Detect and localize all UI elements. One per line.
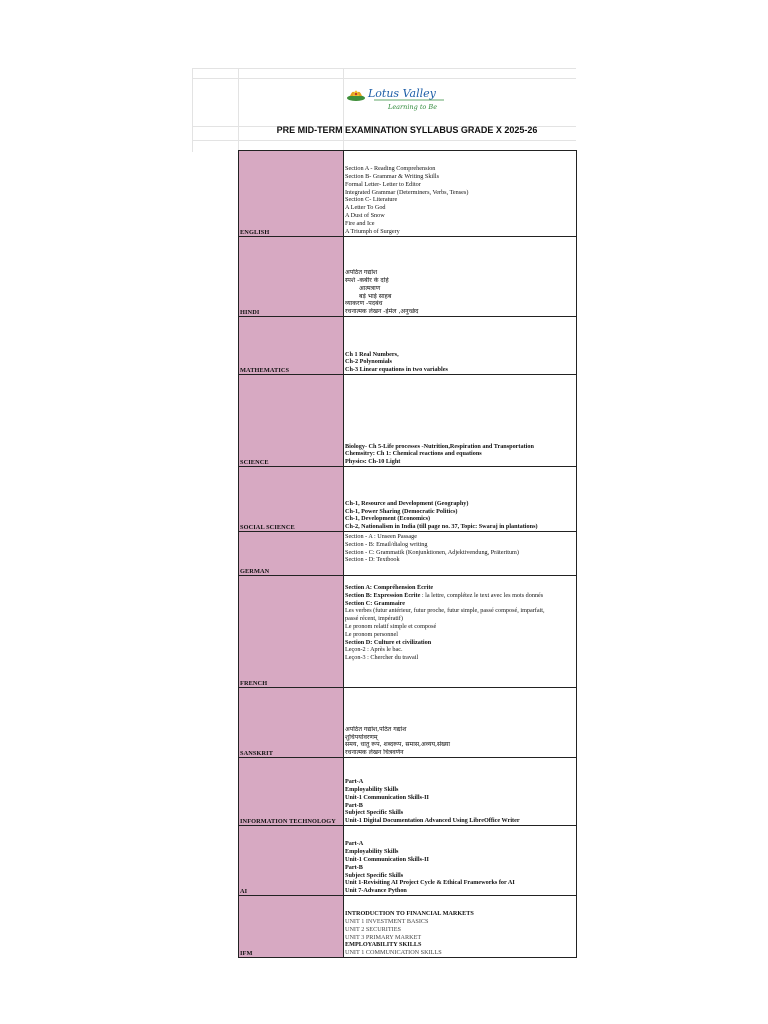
subject-cell: HINDI (239, 237, 344, 317)
syllabus-line: UNIT 3 PRIMARY MARKET (345, 933, 422, 941)
syllabus-cell (344, 151, 577, 237)
syllabus-line: समय, धातु रूप, शब्दरूप, समास,अव्यय,संख्या (345, 741, 450, 749)
lotus-icon (347, 91, 365, 102)
syllabus-cell (344, 688, 577, 758)
grid-line (238, 68, 239, 152)
syllabus-line: Part-B (345, 863, 363, 871)
syllabus-line: Section - D: Textbook (345, 556, 400, 564)
syllabus-line: Formal Letter- Letter to Editor (345, 180, 421, 188)
syllabus-line: Employability Skills (345, 848, 399, 856)
section-label: Section B: Expression Écrite (345, 591, 421, 599)
table-row (239, 532, 577, 576)
syllabus-sheet (192, 68, 576, 956)
table-row (239, 826, 577, 896)
grid-line (192, 68, 576, 69)
syllabus-line: Section A - Reading Comprehension (345, 164, 436, 172)
table-row (239, 688, 577, 758)
syllabus-line: Section B- Grammar & Writing Skills (345, 172, 439, 180)
syllabus-cell (344, 896, 577, 958)
table-row (239, 896, 577, 958)
syllabus-line: Section - C: Grammatik (Konjunktionen, Adjektivendung, Präteritum) (345, 548, 519, 556)
syllabus-line: UNIT 1 INVESTMENT BASICS (345, 918, 429, 926)
subject-cell: SANSKRIT (239, 688, 344, 758)
syllabus-line: Unit-1 Communication Skills-II (345, 856, 429, 864)
syllabus-line: Leçon-3 : Chercher du travail (345, 654, 419, 662)
syllabus-line: Chemsitry: Ch 1: Chemical reactions and equations (345, 450, 482, 458)
syllabus-line: Section C- Literature (345, 196, 398, 204)
table-row (239, 237, 577, 317)
syllabus-line: Leçon-2 : Après le bac. (345, 646, 403, 654)
syllabus-line: रचनात्मक लेखन -ईमेल ,अनुच्छेद (345, 308, 419, 316)
syllabus-line: Section - A : Unseen Passage (345, 533, 418, 540)
syllabus-line: Employability Skills (345, 786, 399, 794)
syllabus-line: Section D: Culture et civilization (345, 638, 432, 646)
syllabus-line: Subject Specific Skills (345, 809, 404, 817)
syllabus-cell (344, 317, 577, 375)
syllabus-cell (344, 826, 577, 896)
syllabus-line: Les verbes (futur antérieur, futur proche, futur simple, passé composé, imparfait, (345, 607, 545, 615)
syllabus-line: passé récent, impératif) (345, 615, 403, 623)
syllabus-cell (344, 532, 577, 576)
syllabus-line: शुचिपर्यावरणम् (345, 733, 378, 741)
syllabus-line: स्पर्श -कबीर के दोहे (345, 277, 389, 285)
table-row (239, 151, 577, 237)
syllabus-line: A Dust of Snow (345, 212, 385, 220)
school-logo (344, 80, 448, 120)
syllabus-line: बड़े भाई साहब (359, 292, 392, 300)
syllabus-line: Ch-2 Polynomials (345, 358, 392, 366)
table-row (239, 467, 577, 532)
syllabus-line: Biology- Ch 5-Life processes -Nutrition,Respiration and Transportation (345, 442, 534, 450)
table-row (239, 317, 577, 375)
syllabus-line: Unit 7-Advance Python (345, 887, 407, 895)
syllabus-line: Section C: Grammaire (345, 599, 406, 607)
syllabus-table (238, 150, 577, 958)
syllabus-line: Ch-3 Linear equations in two variables (345, 366, 448, 374)
syllabus-line: व्याकरण -पदबंध (345, 300, 383, 308)
syllabus-line: रचनात्मक लेखन चित्रवर्णन (345, 749, 404, 757)
syllabus-line: Part-B (345, 801, 363, 809)
syllabus-line: अपठित गद्यांश (345, 269, 378, 277)
syllabus-line: Part-A (345, 778, 364, 786)
table-row (239, 576, 577, 688)
syllabus-line: INTRODUCTION TO FINANCIAL MARKETS (345, 910, 474, 918)
syllabus-line: Ch-1, Development (Economics) (345, 515, 431, 523)
page-title: PRE MID-TERM EXAMINATION SYLLABUS GRADE X 2025-26 (276, 125, 538, 135)
subject-cell: INFORMATION TECHNOLOGY (239, 758, 344, 826)
subject-cell: MATHEMATICS (239, 317, 344, 375)
syllabus-line: आत्मत्राण (359, 284, 381, 292)
logo-wordmark: Lotus Valley (368, 87, 436, 100)
syllabus-line: Unit-1 Digital Documentation Advanced Using LibreOffice Writer (345, 817, 520, 825)
syllabus-line: Ch-2, Nationalism in India (till page no. 37, Topic: Swaraj in plantations) (345, 523, 538, 531)
subject-cell: SCIENCE (239, 375, 344, 467)
syllabus-line: Section - B: Email/dialog writing (345, 540, 428, 548)
grid-line (192, 78, 576, 79)
syllabus-line: Part-A (345, 840, 364, 848)
syllabus-line: Le pronom personnel (345, 630, 398, 638)
syllabus-line: EMPLOYABILITY SKILLS (345, 941, 422, 949)
syllabus-line: Subject Specific Skills (345, 871, 404, 879)
subject-cell: FRENCH (239, 576, 344, 688)
syllabus-line: UNIT 2 SECURITIES (345, 925, 401, 933)
syllabus-cell (344, 576, 577, 688)
subject-cell: ENGLISH (239, 151, 344, 237)
grid-line (192, 140, 576, 141)
logo-tagline: Learning to Be (388, 103, 438, 111)
syllabus-line: अपठित गद्यांश,पठित गद्यांश (345, 725, 407, 733)
syllabus-line (345, 592, 575, 600)
syllabus-line: Physics: Ch-10 Light (345, 458, 401, 466)
syllabus-line: Unit-1 Communication Skills-II (345, 793, 429, 801)
syllabus-line: Ch-1, Power Sharing (Democratic Politics) (345, 507, 458, 515)
grid-line (192, 68, 193, 152)
syllabus-cell (344, 467, 577, 532)
syllabus-line: Le pronom relatif simple et composé (345, 622, 437, 630)
syllabus-line: Fire and Ice (345, 220, 375, 228)
table-row (239, 375, 577, 467)
syllabus-line: A Letter To God (345, 204, 386, 212)
syllabus-line: Integrated Grammar (Determiners, Verbs, Tenses) (345, 188, 469, 196)
table-row (239, 758, 577, 826)
syllabus-line: A Triumph of Surgery (345, 228, 400, 236)
syllabus-cell (344, 758, 577, 826)
syllabus-line: Ch 1 Real Numbers, (345, 350, 399, 358)
syllabus-line: Section A: Compréhension Écrite (345, 584, 434, 591)
syllabus-line: Unit 1-Revisiting AI Project Cycle & Ethical Frameworks for AI (345, 879, 515, 887)
syllabus-cell (344, 375, 577, 467)
syllabus-cell (344, 237, 577, 317)
subject-cell: GERMAN (239, 532, 344, 576)
subject-cell: IFM (239, 896, 344, 958)
subject-cell: SOCIAL SCIENCE (239, 467, 344, 532)
subject-cell: AI (239, 826, 344, 896)
section-text: : la lettre, complétez le text avec les mots donnés (420, 591, 544, 599)
syllabus-line: Ch-1, Resource and Development (Geography) (345, 499, 469, 507)
syllabus-line: UNIT 1 COMMUNICATION SKILLS (345, 949, 442, 957)
